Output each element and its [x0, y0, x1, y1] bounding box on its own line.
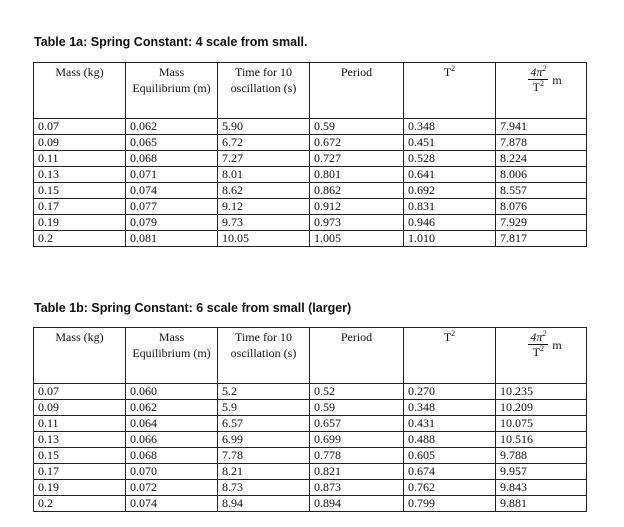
cell-spring-constant: 8.557	[496, 183, 587, 199]
cell-period: 0.672	[310, 135, 404, 151]
table-row	[34, 151, 587, 167]
cell-time: 5.9	[218, 400, 310, 416]
header-spring-formula: $\frac{4\pi^2}{T^2}$ m	[496, 63, 587, 119]
cell-spring-constant: 8.224	[496, 151, 587, 167]
cell-time: 8.01	[218, 167, 310, 183]
cell-period: 0.912	[310, 199, 404, 215]
table-row	[34, 231, 587, 247]
table-row	[34, 199, 587, 215]
cell-t-squared: 0.348	[404, 119, 496, 135]
cell-time: 9.73	[218, 215, 310, 231]
cell-spring-constant: 10.235	[496, 384, 587, 400]
cell-period: 0.778	[310, 448, 404, 464]
cell-period: 0.973	[310, 215, 404, 231]
cell-mass: 0.15	[34, 183, 126, 199]
table-row	[34, 432, 587, 448]
cell-time: 8.21	[218, 464, 310, 480]
table-row	[34, 400, 587, 416]
cell-t-squared: 0.762	[404, 480, 496, 496]
table-row	[34, 384, 587, 400]
cell-period: 0.894	[310, 496, 404, 512]
cell-period: 0.59	[310, 400, 404, 416]
cell-mass-equilibrium: 0.074	[126, 496, 218, 512]
cell-spring-constant: 9.843	[496, 480, 587, 496]
cell-mass-equilibrium: 0.074	[126, 183, 218, 199]
cell-time: 7.78	[218, 448, 310, 464]
header-period: Period	[310, 328, 404, 384]
cell-mass: 0.19	[34, 215, 126, 231]
cell-mass-equilibrium: 0.062	[126, 400, 218, 416]
cell-mass-equilibrium: 0.071	[126, 167, 218, 183]
table-row	[34, 183, 587, 199]
cell-t-squared: 0.641	[404, 167, 496, 183]
table-header-row	[34, 63, 587, 119]
cell-mass-equilibrium: 0.064	[126, 416, 218, 432]
cell-t-squared: 0.451	[404, 135, 496, 151]
cell-mass: 0.17	[34, 199, 126, 215]
cell-t-squared: 0.270	[404, 384, 496, 400]
header-time-10-oscillation: Time for 10 oscillation (s)	[218, 328, 310, 384]
cell-t-squared: 0.605	[404, 448, 496, 464]
cell-mass-equilibrium: 0.060	[126, 384, 218, 400]
cell-t-squared: 1.010	[404, 231, 496, 247]
cell-mass-equilibrium: 0.077	[126, 199, 218, 215]
cell-period: 0.821	[310, 464, 404, 480]
header-mass-equilibrium: Mass Equilibrium (m)	[126, 63, 218, 119]
cell-period: 0.801	[310, 167, 404, 183]
table-1b-caption: Table 1b: Spring Constant: 6 scale from small (larger)	[34, 301, 352, 315]
header-period: Period	[310, 63, 404, 119]
cell-period: 0.699	[310, 432, 404, 448]
cell-time: 9.12	[218, 199, 310, 215]
header-time-10-oscillation: Time for 10 oscillation (s)	[218, 63, 310, 119]
table-1b	[33, 327, 587, 512]
cell-spring-constant: 10.209	[496, 400, 587, 416]
cell-mass: 0.09	[34, 400, 126, 416]
cell-time: 6.72	[218, 135, 310, 151]
cell-mass-equilibrium: 0.065	[126, 135, 218, 151]
cell-mass-equilibrium: 0.062	[126, 119, 218, 135]
cell-mass-equilibrium: 0.068	[126, 151, 218, 167]
cell-mass-equilibrium: 0.068	[126, 448, 218, 464]
table-row	[34, 119, 587, 135]
cell-time: 8.62	[218, 183, 310, 199]
cell-spring-constant: 8.006	[496, 167, 587, 183]
table-row	[34, 167, 587, 183]
cell-period: 0.873	[310, 480, 404, 496]
cell-mass: 0.2	[34, 496, 126, 512]
cell-mass: 0.09	[34, 135, 126, 151]
cell-t-squared: 0.674	[404, 464, 496, 480]
cell-mass-equilibrium: 0.066	[126, 432, 218, 448]
cell-mass: 0.13	[34, 432, 126, 448]
cell-spring-constant: 10.516	[496, 432, 587, 448]
table-1b-body	[34, 384, 587, 512]
cell-time: 8.73	[218, 480, 310, 496]
table-1a-caption: Table 1a: Spring Constant: 4 scale from small.	[34, 35, 308, 49]
cell-time: 5.2	[218, 384, 310, 400]
cell-mass: 0.07	[34, 384, 126, 400]
cell-spring-constant: 10.075	[496, 416, 587, 432]
header-t-squared: $T^2$	[404, 328, 496, 384]
header-mass-equilibrium: Mass Equilibrium (m)	[126, 328, 218, 384]
header-mass: Mass (kg)	[34, 63, 126, 119]
cell-spring-constant: 7.929	[496, 215, 587, 231]
table-row	[34, 464, 587, 480]
cell-spring-constant: 9.957	[496, 464, 587, 480]
cell-mass: 0.19	[34, 480, 126, 496]
cell-t-squared: 0.431	[404, 416, 496, 432]
cell-spring-constant: 7.817	[496, 231, 587, 247]
cell-period: 0.52	[310, 384, 404, 400]
table-row	[34, 448, 587, 464]
cell-spring-constant: 9.788	[496, 448, 587, 464]
cell-mass: 0.11	[34, 416, 126, 432]
cell-mass-equilibrium: 0.081	[126, 231, 218, 247]
header-spring-formula: $\frac{4\pi^2}{T^2}$ m	[496, 328, 587, 384]
table-row	[34, 480, 587, 496]
cell-time: 10.05	[218, 231, 310, 247]
cell-mass: 0.15	[34, 448, 126, 464]
cell-spring-constant: 9.881	[496, 496, 587, 512]
cell-t-squared: 0.348	[404, 400, 496, 416]
cell-spring-constant: 7.878	[496, 135, 587, 151]
cell-spring-constant: 8.076	[496, 199, 587, 215]
table-row	[34, 416, 587, 432]
cell-time: 8.94	[218, 496, 310, 512]
cell-mass-equilibrium: 0.079	[126, 215, 218, 231]
cell-mass: 0.2	[34, 231, 126, 247]
header-t-squared: $T^2$	[404, 63, 496, 119]
cell-t-squared: 0.692	[404, 183, 496, 199]
cell-time: 6.99	[218, 432, 310, 448]
cell-spring-constant: 7.941	[496, 119, 587, 135]
cell-t-squared: 0.946	[404, 215, 496, 231]
cell-t-squared: 0.831	[404, 199, 496, 215]
cell-period: 0.862	[310, 183, 404, 199]
cell-mass-equilibrium: 0.072	[126, 480, 218, 496]
cell-time: 7.27	[218, 151, 310, 167]
header-mass: Mass (kg)	[34, 328, 126, 384]
cell-mass: 0.13	[34, 167, 126, 183]
table-row	[34, 135, 587, 151]
cell-time: 6.57	[218, 416, 310, 432]
cell-mass-equilibrium: 0.070	[126, 464, 218, 480]
cell-mass: 0.17	[34, 464, 126, 480]
cell-t-squared: 0.528	[404, 151, 496, 167]
cell-mass: 0.07	[34, 119, 126, 135]
cell-period: 0.657	[310, 416, 404, 432]
table-row	[34, 496, 587, 512]
table-1a-body	[34, 119, 587, 247]
cell-mass: 0.11	[34, 151, 126, 167]
cell-time: 5.90	[218, 119, 310, 135]
cell-t-squared: 0.799	[404, 496, 496, 512]
table-1a	[33, 62, 587, 247]
table-row	[34, 215, 587, 231]
table-header-row	[34, 328, 587, 384]
cell-period: 0.59	[310, 119, 404, 135]
cell-period: 1.005	[310, 231, 404, 247]
cell-period: 0.727	[310, 151, 404, 167]
cell-t-squared: 0.488	[404, 432, 496, 448]
